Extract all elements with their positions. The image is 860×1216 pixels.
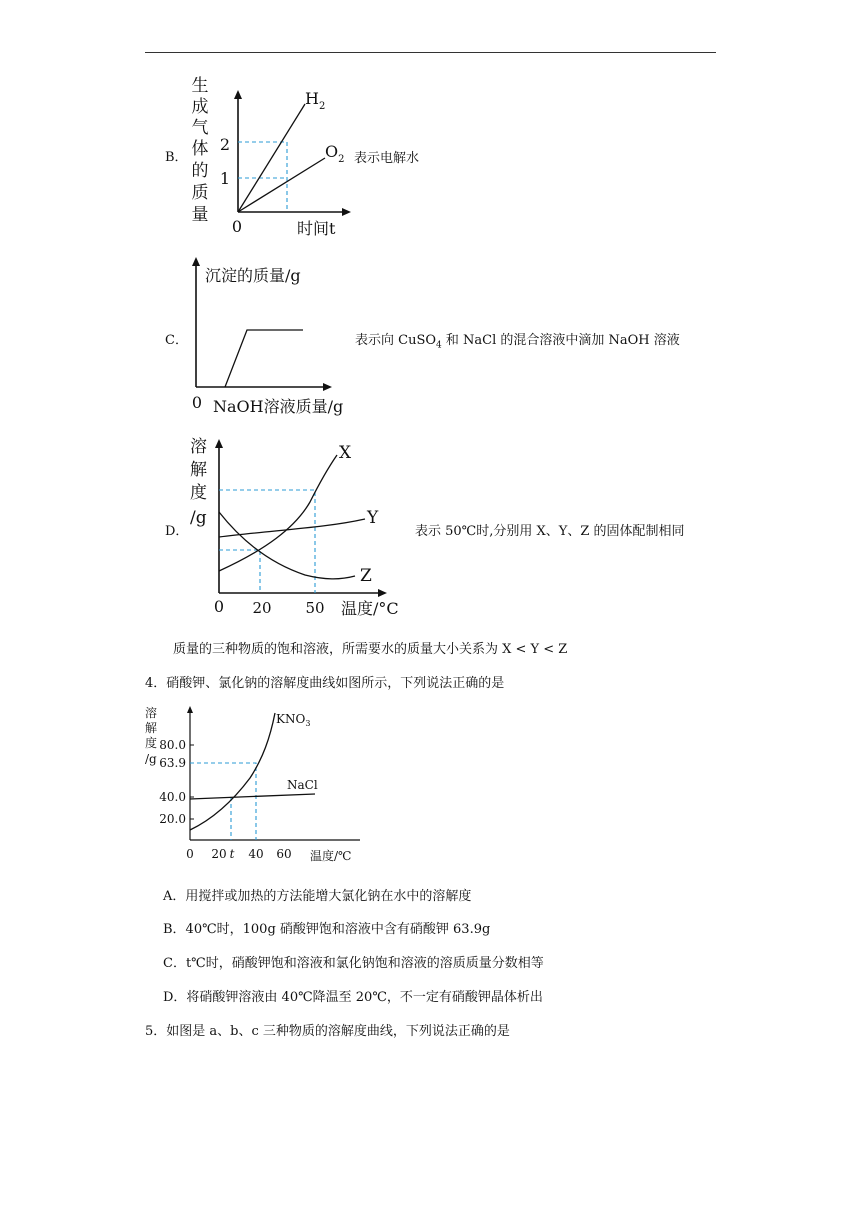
q4-option-b: B．40℃时，100g 硝酸钾饱和溶液中含有硝酸钾 63.9g: [163, 922, 491, 937]
q4-curve-kno3: [190, 713, 275, 830]
option-d-desc: 表示 50℃时,分别用 X、Y、Z 的固体配制相同: [415, 524, 685, 539]
b-x-arrow: [342, 208, 351, 216]
d-xtick-50: 50: [305, 599, 325, 617]
q4-option-a: A．用搅拌或加热的方法能增大氯化钠在水中的溶解度: [163, 889, 472, 904]
c-y-arrow: [192, 257, 200, 266]
option-c-label: C．: [165, 333, 188, 348]
d-guide-20: [219, 550, 260, 593]
q4-nacl-label: NaCl: [287, 778, 318, 792]
b-ylabel-2: 成: [191, 97, 209, 117]
b-guide-2: [238, 142, 287, 212]
q4-ylabel-4: /g: [145, 752, 157, 766]
q4-ytick-label-63: 63.9: [159, 756, 186, 770]
d-curve-y: [219, 519, 365, 537]
q4-ylabel-3: 度: [145, 736, 158, 750]
option-d-graph: [185, 430, 415, 622]
d-ylabel-2: 解: [190, 460, 207, 480]
b-xlabel: 时间t: [297, 219, 336, 238]
b-h2-line: [238, 104, 305, 212]
q5-stem: 5．如图是 a、b、c 三种物质的溶解度曲线，下列说法正确的是: [145, 1024, 510, 1039]
b-ylabel-6: 质: [191, 183, 209, 203]
d-y-arrow: [215, 439, 223, 448]
q4-ytick-label-80: 80.0: [159, 738, 186, 752]
d-curve-z: [219, 512, 355, 579]
b-h2-label: $H_2$: [305, 89, 326, 112]
q4-xtick-40: 40: [248, 847, 264, 861]
b-ylabel-3: 气: [191, 118, 209, 138]
q4-guide-40: [190, 763, 256, 840]
d-series-x: X: [339, 443, 352, 463]
q4-kno3-label: $KNO_3$: [276, 712, 311, 728]
d-xlabel: 温度/°C: [341, 599, 399, 618]
d-ylabel-3: 度: [190, 483, 207, 503]
d-curve-x: [219, 455, 337, 571]
option-d-label: D．: [165, 524, 189, 539]
b-o2-line: [238, 158, 325, 212]
b-y-arrow: [234, 90, 242, 99]
option-c-desc: 表示向 CuSO$_4$ 和 NaCl 的混合溶液中滴加 NaOH 溶液: [355, 333, 680, 351]
q4-xtick-0: 0: [186, 847, 194, 861]
option-d-desc-cont: 质量的三种物质的饱和溶液，所需要水的质量大小关系为 X < Y < Z: [173, 642, 568, 657]
b-origin: 0: [231, 217, 243, 236]
q4-option-c: C．t℃时，硝酸钾饱和溶液和氯化钠饱和溶液的溶质质量分数相等: [163, 956, 544, 971]
c-xlabel: NaOH溶液质量/g: [213, 397, 344, 416]
q4-y-arrow: [187, 706, 193, 713]
header-rule: [145, 52, 716, 53]
q4-stem: 4．硝酸钾、氯化钠的溶解度曲线如图所示，下列说法正确的是: [145, 676, 505, 691]
q4-ytick-label-20: 20.0: [159, 812, 186, 826]
q4-curve-nacl: [190, 794, 315, 799]
q4-ytick-label-40: 40.0: [159, 790, 186, 804]
c-precipitate-line: [225, 330, 303, 387]
option-b-graph: [185, 70, 360, 240]
d-xtick-20: 20: [252, 599, 272, 617]
q4-xtick-t: t: [229, 847, 235, 861]
option-b-desc: 表示电解水: [354, 151, 420, 166]
d-guide-50: [219, 490, 315, 593]
c-ylabel: 沉淀的质量/g: [205, 266, 301, 285]
d-series-z: Z: [360, 566, 372, 586]
c-x-arrow: [323, 383, 332, 391]
q4-xlabel: 温度/℃: [310, 849, 352, 863]
d-ylabel-4: /g: [190, 508, 207, 528]
q4-option-d: D．将硝酸钾溶液由 40℃降温至 20℃，不一定有硝酸钾晶体析出: [163, 990, 543, 1005]
option-b-label: B．: [165, 150, 188, 165]
d-x-arrow: [378, 589, 387, 597]
b-ylabel-7: 量: [191, 205, 209, 225]
q4-ylabel-2: 解: [145, 721, 158, 735]
b-ytick-2: 2: [219, 135, 231, 154]
b-ylabel-5: 的: [191, 161, 209, 181]
b-ylabel-4: 体: [191, 139, 209, 159]
q4-graph: [145, 703, 370, 868]
q4-xtick-20: 20: [211, 847, 227, 861]
b-ylabel-1: 生: [191, 76, 209, 96]
d-series-y: Y: [367, 508, 379, 528]
b-ytick-1: 1: [219, 169, 231, 188]
q4-ylabel-1: 溶: [145, 706, 158, 720]
d-ylabel-1: 溶: [190, 437, 207, 457]
option-c-graph: [185, 250, 365, 420]
d-origin: 0: [213, 597, 225, 616]
b-o2-label: $O_2$: [325, 142, 345, 165]
c-origin: 0: [191, 393, 203, 412]
q4-xtick-60: 60: [276, 847, 292, 861]
